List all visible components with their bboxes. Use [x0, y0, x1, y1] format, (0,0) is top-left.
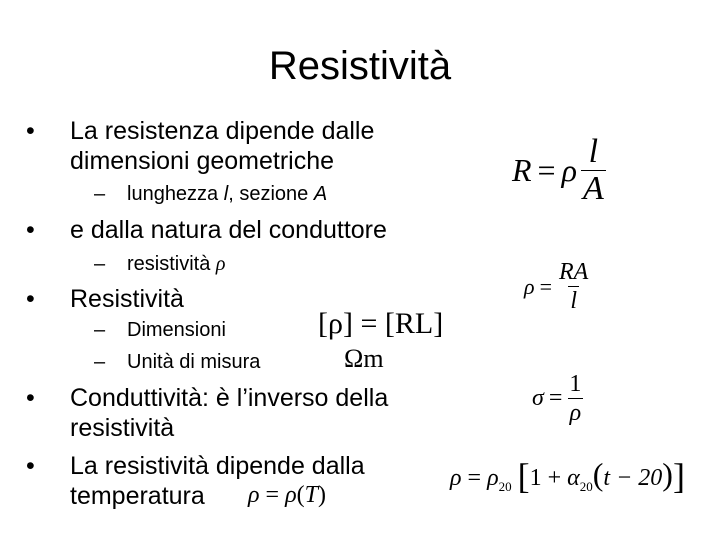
sym: R	[512, 152, 532, 188]
sub-text: , sezione	[228, 183, 314, 205]
sym: (	[592, 456, 604, 492]
subscript: 20	[579, 478, 593, 494]
numerator: 1	[569, 371, 582, 397]
sym: (	[296, 482, 305, 508]
fraction-l-over-A	[581, 134, 606, 207]
sub-bullet-marker: –	[94, 183, 106, 205]
sym: [ρ]	[318, 307, 353, 340]
bullet-5-line-1: La resistività dipende dalla	[70, 452, 365, 480]
bullet-3-sub-1: Dimensioni	[127, 319, 226, 341]
numerator: RA	[558, 259, 589, 285]
formula-resistivity	[524, 258, 590, 315]
sym: t − 20	[603, 465, 663, 491]
sym: ρ	[285, 482, 297, 508]
bullet-marker: •	[26, 216, 35, 244]
numerator: l	[588, 133, 599, 170]
fraction-1-over-rho	[567, 370, 583, 427]
formula-unit: Ωm	[344, 344, 384, 373]
formula-resistance	[512, 134, 606, 207]
denominator: ρ	[569, 400, 582, 426]
denominator: l	[570, 288, 577, 314]
bullet-marker: •	[26, 117, 35, 145]
sym: =	[360, 307, 378, 340]
bracket-close: ]	[672, 456, 685, 496]
bullet-1-text	[70, 116, 374, 176]
denominator: A	[582, 170, 604, 207]
formula-rho-of-T	[248, 480, 326, 510]
sym: =	[537, 152, 556, 188]
symbol-l: l	[223, 183, 229, 205]
sym: ρ	[524, 273, 535, 299]
bullet-marker: •	[26, 285, 35, 313]
bullet-marker: •	[26, 384, 35, 412]
bullet-1-sub-1	[127, 182, 327, 206]
bullet-1-line-2: dimensioni geometriche	[70, 147, 335, 175]
fraction-RA-over-l	[557, 258, 590, 315]
sym: σ	[532, 385, 544, 411]
symbol-A: A	[313, 183, 328, 205]
bullet-2-sub-1	[127, 252, 226, 276]
sym: =	[467, 465, 482, 491]
bullet-3-sub-2: Unità di misura	[127, 351, 261, 373]
symbol-rho: ρ	[215, 253, 226, 275]
sym: ρ	[248, 482, 260, 508]
bullet-5-line-2: temperatura	[70, 482, 205, 510]
sym: ρ	[561, 152, 577, 188]
bullet-4-line-1: Conduttività: è l’inverso della	[70, 384, 389, 412]
bullet-1-line-1: La resistenza dipende dalle	[70, 117, 375, 145]
sym: ρ	[450, 465, 462, 491]
formula-conductivity	[532, 370, 583, 427]
sub-bullet-marker: –	[94, 253, 106, 275]
slide-title: Resistività	[268, 44, 452, 88]
sym: α	[567, 465, 580, 491]
sym: T	[304, 482, 318, 508]
sub-text: resistività	[127, 253, 216, 275]
sub-bullet-marker: –	[94, 319, 106, 341]
bullet-4-text	[70, 383, 388, 443]
sym: )	[662, 456, 673, 492]
sym: )	[317, 482, 326, 508]
bullet-2-text: e dalla natura del conduttore	[70, 216, 387, 244]
sym: [RL]	[384, 307, 444, 340]
sym: =	[265, 482, 280, 508]
formula-dimensions	[318, 306, 443, 342]
sym: =	[539, 273, 552, 299]
subscript: 20	[498, 478, 512, 494]
bullet-4-line-2: resistività	[70, 414, 175, 442]
bullet-3-text: Resistività	[70, 285, 184, 313]
sym: =	[548, 385, 563, 411]
sym: ρ	[487, 465, 499, 491]
bracket-open: [	[517, 456, 530, 496]
sub-text: lunghezza	[127, 183, 224, 205]
formula-temperature	[450, 456, 685, 505]
sub-bullet-marker: –	[94, 351, 106, 373]
bullet-marker: •	[26, 452, 35, 480]
sym: 1 +	[529, 465, 562, 491]
